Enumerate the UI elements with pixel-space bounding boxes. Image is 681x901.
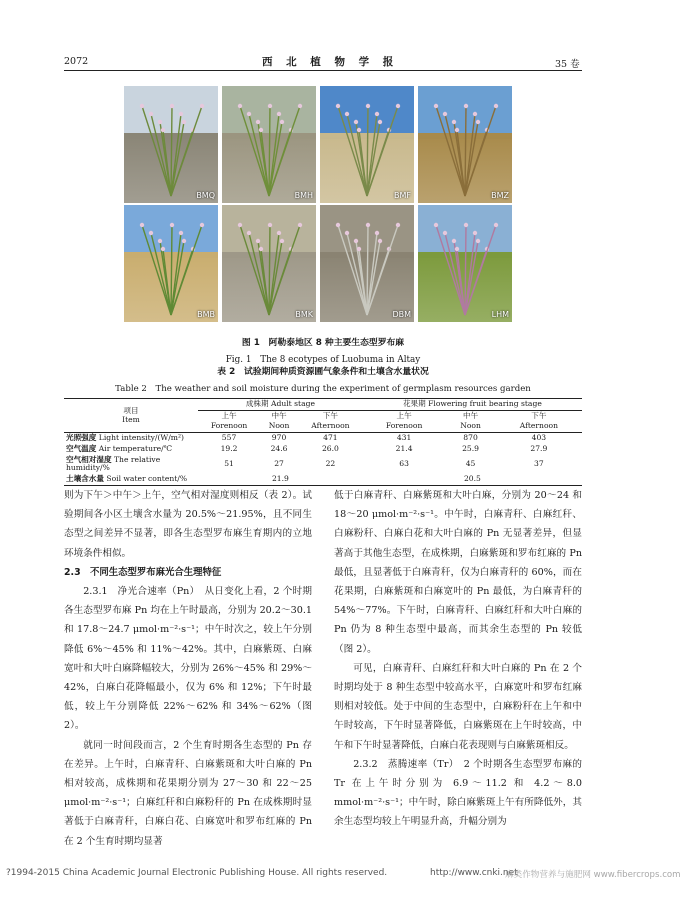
table-row — [64, 474, 582, 485]
table-cell: 27.9 — [530, 443, 548, 453]
table-cell: 45 — [465, 458, 476, 468]
time-cn: 中午 — [462, 410, 479, 420]
figure-caption-cn: 图 1 阿勒泰地区 8 种主要生态型罗布麻 — [241, 338, 405, 348]
table-cell: 22 — [325, 458, 336, 468]
time-cn: 下午 — [531, 410, 547, 420]
ecotype-photo — [222, 86, 316, 203]
table-cell: 870 — [463, 433, 478, 443]
table-cell: 21.9 — [271, 474, 289, 484]
ecotype-photo — [418, 86, 512, 203]
table-cell: 27 — [274, 458, 284, 468]
table-cell: 557 — [221, 433, 237, 443]
table-item-en: Item — [122, 414, 140, 424]
plant-shape — [418, 86, 512, 203]
body-paragraph: 就同一时间段而言，2 个生育时期各生态型的 Pn 存在差异。上午时，白麻青秆、白麻紫斑和大叶白麻的 Pn 相对较高，成株期和花果期分别为 27～30 和 22～25 μmol·m⁻²·s⁻¹；白麻红秆和白麻粉秆的 Pn 在成株期时显著低于白麻青秆，白麻白花、白麻宽叶和罗布红麻的 Pn 在 2 个生育时期均显著 — [64, 739, 312, 847]
table-cell: 19.2 — [220, 443, 238, 453]
plant-shape — [320, 86, 414, 203]
body-paragraph: 则为下午＞中午＞上午，空气相对湿度则相反（表 2）。试验期间各小区土壤含水量为 20.5%～21.95%，且不同生态型之间差异不显著，即各生态型罗布麻生育期内的立地环境条件相似。 — [64, 490, 312, 559]
table-caption-cn: 表 2 试验期间种质资源圃气象条件和土壤含水量状况 — [217, 367, 429, 377]
plant-shape — [222, 86, 316, 203]
body-paragraph: 2.3.1 净光合速率（Pn） 从日变化上看，2 个时期各生态型罗布麻 Pn 均在上午时最高，分别为 20.2～30.1 和 17.8～24.7 μmol·m⁻²·s⁻¹；中午时次之，较上午分别降低 6%～45% 和 11%～42%。其中，白麻紫斑、白麻宽叶和大叶白麻降幅较大，分别为 26%～45% 和 29%～42%，白麻白花降幅最小，仅为 6% 和 12%；下午时最低，较上午分别降低 22%～62% 和 34%～62%（图 2）。 — [64, 586, 312, 732]
footer-copyright: ?1994-2015 China Academic Journal Electronic Publishing House. All rights reserved. — [6, 868, 388, 878]
table-cell: 63 — [399, 458, 409, 468]
plant-shape — [222, 205, 316, 322]
table-cell: 20.5 — [463, 474, 481, 484]
plant-shape — [418, 205, 512, 322]
time-en: Afternoon — [311, 421, 350, 431]
time-en: Afternoon — [519, 421, 558, 431]
row-label-en: The relative humidity/% — [66, 454, 161, 473]
table-item-cn: 项目 — [123, 405, 139, 415]
ecotype-photo — [124, 86, 218, 203]
ecotype-photo — [418, 205, 512, 322]
table-cell: 471 — [323, 433, 338, 443]
figure-caption-en: Fig. 1 The 8 ecotypes of Luobuma in Altay — [225, 355, 421, 365]
time-en: Forenoon — [385, 421, 423, 431]
volume-label: 35 卷 — [555, 59, 580, 70]
row-label-en: Light intensity/(W/m²) — [98, 433, 185, 443]
body-right-column — [334, 486, 582, 832]
time-cn: 上午 — [396, 410, 412, 420]
row-label-cn: 光照强度 — [66, 433, 97, 443]
ecotype-photo — [320, 86, 414, 203]
table-cell: 403 — [531, 433, 547, 443]
table-cell: 37 — [534, 458, 544, 468]
table-cell: 25.9 — [462, 443, 480, 453]
photo-label: BMH — [294, 191, 313, 200]
adult-stage-header: 成株期 Adult stage — [198, 399, 363, 411]
row-label-en: Soil water content/% — [106, 474, 188, 484]
table-cell: 970 — [271, 433, 287, 443]
row-label-en: Air temperature/℃ — [98, 443, 173, 453]
body-paragraph: 2.3.2 蒸腾速率（Tr） 2 个时期各生态型罗布麻的 Tr 在上午时分别为 6.9～11.2 和 4.2～8.0 mmol·m⁻²·s⁻¹；中午时，除白麻紫斑上午有所降低外，其余生态型均较上午明显升高，升幅分别为 — [334, 758, 582, 828]
table-row — [64, 444, 582, 455]
body-paragraph: 可见，白麻青秆、白麻红秆和大叶白麻的 Pn 在 2 个时期均处于 8 种生态型中较高水平，白麻宽叶和罗布红麻则相对较低。处于中间的生态型中，白麻粉秆在上午和中午时较高，下午时显著降低，白麻紫斑在上午时较高，中午和下午时显著降低，白麻白花表现则与白麻紫斑相反。 — [334, 662, 582, 751]
footer-url[interactable]: http://www.cnki.net — [430, 868, 518, 878]
time-en: Noon — [460, 421, 481, 431]
photo-label: BMF — [394, 191, 411, 200]
ecotype-photo — [222, 205, 316, 322]
row-label-cn: 空气温度 — [66, 443, 97, 453]
flowering-stage-header: 花果期 Flowering fruit bearing stage — [363, 399, 582, 411]
time-cn: 中午 — [271, 410, 287, 420]
plant-shape — [124, 205, 218, 322]
time-en: Forenoon — [210, 421, 248, 431]
table-cell: 24.6 — [270, 443, 288, 453]
body-left-column — [64, 486, 312, 851]
body-paragraph: 低于白麻青秆、白麻紫斑和大叶白麻，分别为 20～24 和 18～20 μmol·m⁻²·s⁻¹。中午时，白麻青秆、白麻红秆、白麻粉秆、白麻白花和大叶白麻的 Pn 无显著差异，但显著高于其他生态型，在成株期，白麻紫斑和罗布红麻的 Pn 最低，且显著低于白麻青秆，仅为白麻青秆的 60%，而在花果期，白麻紫斑和白麻宽叶的 Pn 最低，为白麻青秆的 54%～77%。下午时，白麻青秆、白麻红秆和大叶白麻的 Pn 仍为 8 种生态型中最高，而其余生态型的 Pn 较低（图 2）。 — [334, 490, 582, 655]
table-cell: 431 — [396, 433, 412, 443]
time-cn: 下午 — [322, 410, 338, 420]
footer-watermark: 麻类作物营养与施肥网 www.fibercrops.com — [505, 870, 681, 880]
photo-label: BMQ — [196, 191, 215, 200]
section-heading: 2.3 不同生态型罗布麻光合生理特征 — [64, 566, 222, 578]
header-rule — [64, 70, 582, 71]
photo-label: BMZ — [491, 191, 509, 200]
plant-shape — [124, 86, 218, 203]
table-cell: 21.4 — [395, 443, 413, 453]
photo-label: BMB — [197, 310, 215, 319]
time-cn: 上午 — [221, 410, 237, 420]
time-en: Noon — [268, 421, 290, 431]
table-cell: 51 — [224, 458, 234, 468]
table-caption-en: Table 2 The weather and soil moisture during the experiment of germplasm resources garden — [115, 384, 531, 394]
table-cell: 26.0 — [321, 443, 339, 453]
plant-shape — [320, 205, 414, 322]
row-label-cn: 空气相对湿度 — [66, 454, 112, 464]
page-number: 2072 — [64, 56, 89, 67]
row-label-cn: 土壤含水量 — [66, 474, 104, 484]
photo-label: LHM — [491, 310, 509, 319]
photo-label: DBM — [392, 310, 411, 319]
journal-title: 西 北 植 物 学 报 — [262, 56, 399, 68]
photo-label: BMK — [295, 310, 313, 319]
table-row — [64, 433, 582, 444]
ecotype-photo — [320, 205, 414, 322]
weather-table — [64, 398, 582, 486]
table-row — [64, 455, 582, 474]
ecotype-photo — [124, 205, 218, 322]
